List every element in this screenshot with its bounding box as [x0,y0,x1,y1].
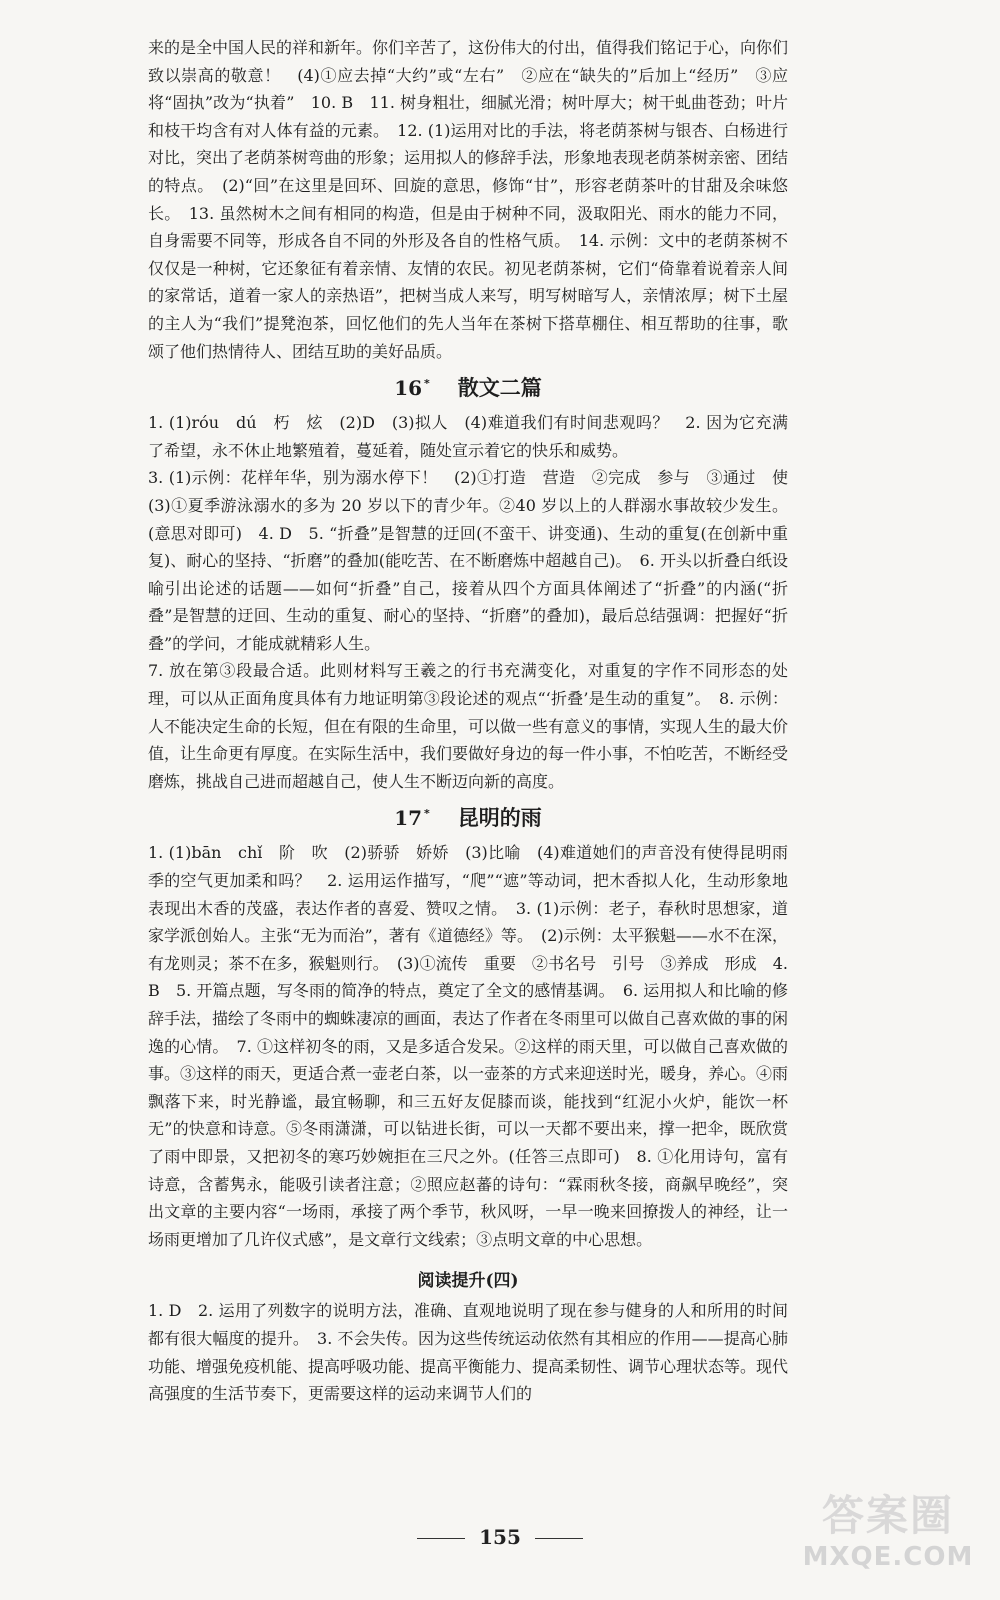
section-heading-17 [148,799,788,833]
continued-answer-paragraph: 来的是全中国人民的祥和新年。你们辛苦了，这份伟大的付出，值得我们铭记于心，向你们致以崇高的敬意！ (4)①应去掉“大约”或“左右” ②应在“缺失的”后加上“经历” ③应将“固执”改为“执着” 10. B 11. 树身粗壮，细腻光滑；树叶厚大；树干虬曲苍劲；叶片和枝干均含有对人体有益的元素。 12. (1)运用对比的手法，将老荫茶树与银杏、白杨进行对比，突出了老荫茶树弯曲的形象；运用拟人的修辞手法，形象地表现老荫茶树亲密、团结的特点。 (2)“回”在这里是回环、回旋的意思，修饰“甘”，形容老荫茶叶的甘甜及余味悠长。 13. 虽然树木之间有相同的构造，但是由于树种不同，汲取阳光、雨水的能力不同，自身需要不同等，形成各自不同的外形及各自的性格气质。 14. 示例：文中的老荫茶树不仅仅是一种树，它还象征有着亲情、友情的农民。初见老荫茶树，它们“倚靠着说着亲人间的家常话，道着一家人的亲热语”，把树当成人来写，明写树暗写人，亲情浓厚；树下土屋的主人为“我们”提凳泡茶，回忆他们的先人当年在茶树下搭草棚住、相互帮助的往事，歌颂了他们热情待人、团结互助的美好品质。 [148,38,789,361]
answer-page-body [148,34,805,1408]
section-mark: * [424,377,430,391]
section-number: 16 [394,376,423,401]
answer-paragraph: 1. D 2. 运用了列数字的说明方法，准确、直观地说明了现在参与健身的人和所用的时间都有很大幅度的提升。 3. 不会失传。因为这些传统运动依然有其相应的作用——提高心肺功能、增强免疫机能、提高呼吸功能、提高平衡能力、提高柔韧性、调节心理状态等。现代高强度的生活节奏下，更需要这样的运动来调节人们的 [148,1301,789,1404]
footer-dash-left [417,1538,465,1540]
answer-paragraph: 7. 放在第③段最合适。此则材料写王羲之的行书充满变化，对重复的字作不同形态的处理，可以从正面角度具体有力地证明第③段论述的观点“‘折叠’是生动的重复”。 8. 示例：人不能决定生命的长短，但在有限的生命里，可以做一些有意义的事情，实现人生的最大价值，让生命更有厚度。在实际生活中，我们要做好身边的每一件小事，不怕吃苦，不断经受磨炼，挑战自己进而超越自己，使人生不断迈向新的高度。 [148,661,789,791]
section-heading-16 [148,369,788,403]
footer-dash-right [535,1538,583,1540]
answer-paragraph: 1. (1)róu dú 朽 炫 (2)D (3)拟人 (4)难道我们有时间悲观吗？ 2. 因为它充满了希望，永不休止地繁殖着，蔓延着，随处宣示着它的快乐和威势。 [148,413,788,460]
watermark-url: MXQE.COM [802,1542,974,1572]
section-heading-reading: 阅读提升(四) [417,1271,519,1292]
section-mark: * [424,807,430,821]
section-number: 17 [394,806,423,831]
answer-paragraph: 1. (1)bān chǐ 阶 吹 (2)骄骄 娇娇 (3)比喻 (4)难道她们的声音没有使得昆明雨季的空气更加柔和吗？ 2. 运用运作描写，“爬”“遮”等动词，把木香拟人化，生动形象地表现出木香的茂盛，表达作者的喜爱、赞叹之情。 3. (1)示例：老子，春秋时思想家，道家学派创始人。主张“无为而治”，著有《道德经》等。 (2)示例：太平猴魁——水不在深，有龙则灵；茶不在多，猴魁则行。 (3)①流传 重要 ②书名号 引号 ③养成 形成 4. B 5. 开篇点题，写冬雨的简净的特点，奠定了全文的感情基调。 6. 运用拟人和比喻的修辞手法，描绘了冬雨中的蜘蛛凄凉的画面，表达了作者在冬雨里可以做自己喜欢做的事的闲逸的心情。 7. ①这样初冬的雨，又是多适合发呆。②这样的雨天里，可以做自己喜欢做的事。③这样的雨天，更适合煮一壶老白茶，以一壶茶的方式来迎送时光，暖身，养心。④雨飘落下来，时光静谧，最宜畅聊，和三五好友促膝而谈，能找到“红泥小火炉，能饮一杯无”的快意和诗意。⑤冬雨潇潇，可以钻进长街，可以一天都不要出来，撑一把伞，既欣赏了雨中即景，又把初冬的寒巧妙婉拒在三尺之外。(任答三点即可) 8. ①化用诗句，富有诗意，含蓄隽永，能吸引读者注意；②照应赵蕃的诗句：“霖雨秋冬接，商飙早晚经”，突出文章的主要内容“一场雨，承接了两个季节，秋风呀，一早一晚来回撩拨人的神经，让一场雨更增加了几许仪式感”，是文章行文线索；③点明文章的中心思想。 [148,843,789,1249]
watermark-text: 答案圈 [821,1491,954,1540]
watermark-logo [798,1490,978,1590]
page-number: 155 [479,1525,521,1549]
section-title: 散文二篇 [457,376,542,401]
answer-paragraph: 3. (1)示例：花样年华，别为溺水停下！ (2)①打造 营造 ②完成 参与 ③通过 使 (3)①夏季游泳溺水的多为 20 岁以下的青少年。②40 岁以上的人群溺水事故较少发生。(意思对即可) 4. D 5. “折叠”是智慧的迂回(不蛮干、讲变通)、生动的重复(在创新中重复)、耐心的坚持、“折磨”的叠加(能吃苦、在不断磨炼中超越自己)。 6. 开头以折叠白纸设喻引出论述的话题——如何“折叠”自己，接着从四个方面具体阐述了“折叠”的内涵(“折叠”是智慧的迂回、生动的重复、耐心的坚持、“折磨”的叠加)，最后总结强调：把握好“折叠”的学问，才能成就精彩人生。 [148,468,805,653]
section-title: 昆明的雨 [457,806,542,831]
